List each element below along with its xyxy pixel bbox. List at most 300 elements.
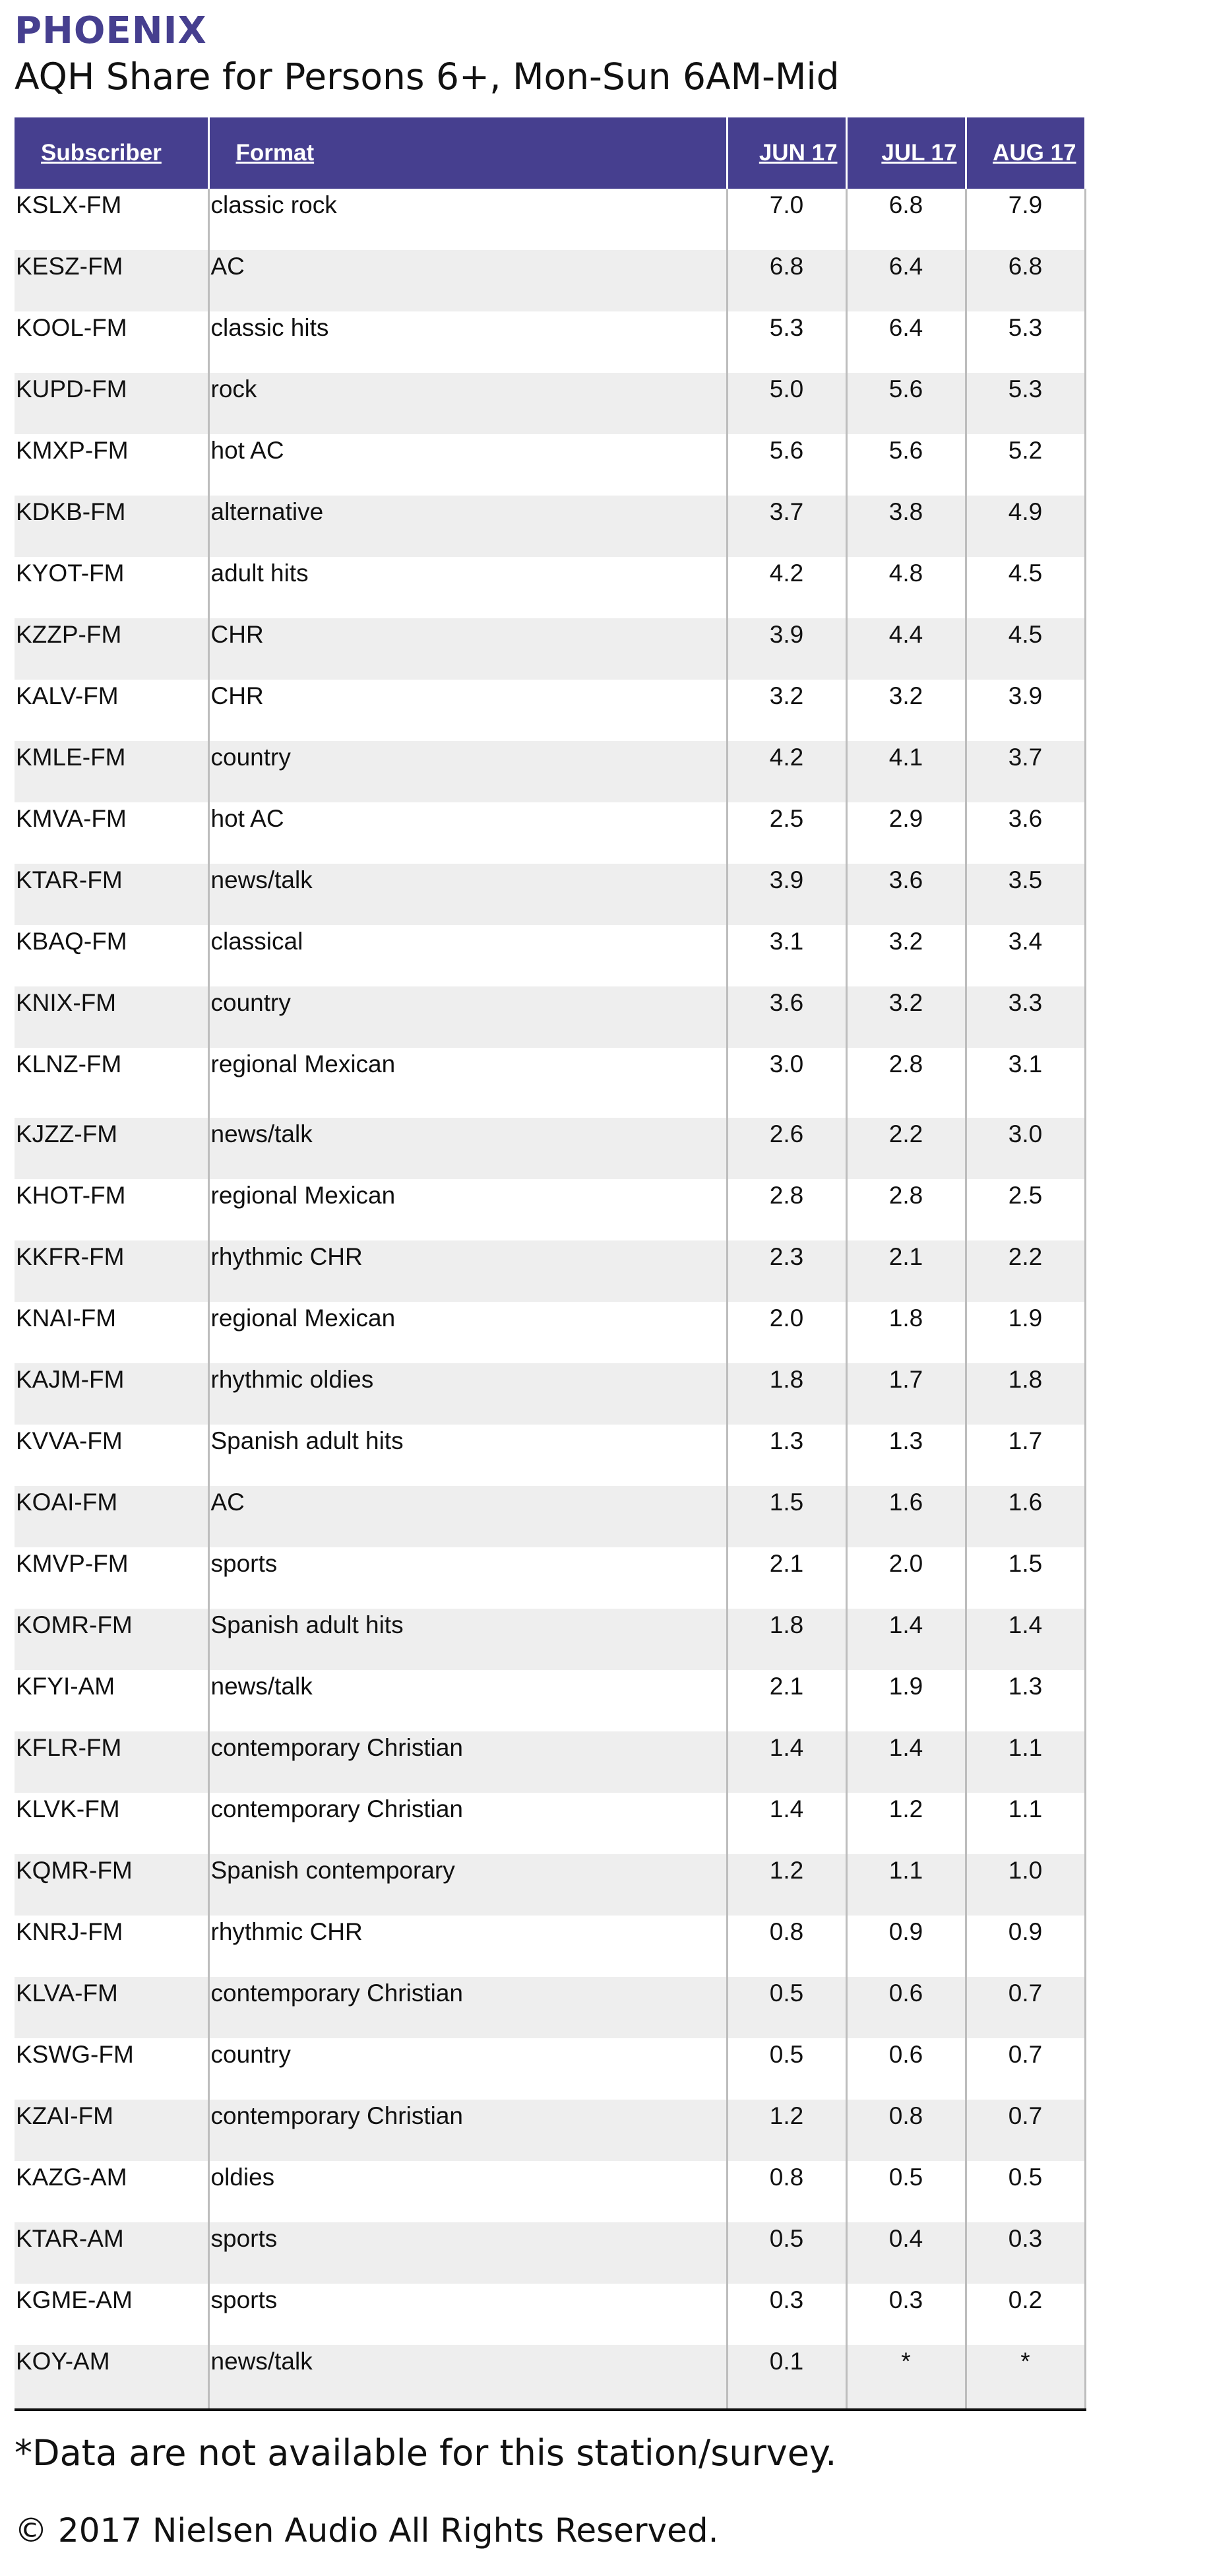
jul-17-cell-text: 3.2 xyxy=(888,989,923,1016)
jul-17-cell-text: 1.7 xyxy=(888,1366,923,1393)
subscriber-cell xyxy=(15,311,208,373)
jun-17-cell xyxy=(727,1302,846,1363)
jul-17-cell xyxy=(846,986,966,1048)
format-cell-text: rhythmic oldies xyxy=(210,1366,374,1393)
subscriber-cell-text: KQMR-FM xyxy=(16,1857,133,1884)
jul-17-cell xyxy=(846,1302,966,1363)
subscriber-cell xyxy=(15,2038,208,2100)
subscriber-cell xyxy=(15,1977,208,2038)
jul-17-cell-text: 5.6 xyxy=(888,375,923,402)
table-row xyxy=(15,2161,1085,2222)
subscriber-cell xyxy=(15,618,208,680)
jul-17-cell xyxy=(846,1240,966,1302)
aug-17-cell xyxy=(966,2100,1085,2161)
column-header-aug-17[interactable]: AUG 17 xyxy=(966,117,1085,189)
jun-17-cell xyxy=(727,925,846,986)
format-cell xyxy=(208,1179,727,1240)
subscriber-cell-text: KUPD-FM xyxy=(16,375,127,402)
jul-17-cell xyxy=(846,1731,966,1793)
format-cell xyxy=(208,1048,727,1118)
subscriber-cell-text: KGME-AM xyxy=(16,2286,133,2313)
aug-17-cell-text: 0.3 xyxy=(1008,2225,1043,2252)
jun-17-cell-text: 4.2 xyxy=(769,744,804,771)
format-cell xyxy=(208,1670,727,1731)
jul-17-cell-text: 6.4 xyxy=(888,253,923,280)
subscriber-cell xyxy=(15,496,208,557)
table-row xyxy=(15,802,1085,864)
format-cell xyxy=(208,2161,727,2222)
jun-17-cell xyxy=(727,1670,846,1731)
format-cell-text: classic hits xyxy=(210,314,329,341)
jul-17-cell xyxy=(846,1670,966,1731)
format-cell-text: classical xyxy=(210,928,303,955)
subscriber-cell-text: KSLX-FM xyxy=(16,191,122,218)
aug-17-cell-text: 0.7 xyxy=(1008,1980,1043,2007)
jul-17-cell-text: 6.4 xyxy=(888,314,923,341)
table-row xyxy=(15,311,1085,373)
aug-17-cell xyxy=(966,2161,1085,2222)
format-cell-text: Spanish adult hits xyxy=(210,1611,404,1638)
jul-17-cell-text: 3.2 xyxy=(888,682,923,709)
format-cell-text: sports xyxy=(210,2225,278,2252)
format-cell xyxy=(208,2222,727,2284)
aug-17-cell-text: 1.8 xyxy=(1008,1366,1043,1393)
subscriber-cell-text: KMVP-FM xyxy=(16,1550,129,1577)
aug-17-cell-text: 0.5 xyxy=(1008,2164,1043,2191)
aug-17-cell-text: 5.2 xyxy=(1008,437,1043,464)
jul-17-cell xyxy=(846,434,966,496)
jun-17-cell-text: 0.5 xyxy=(769,2041,804,2068)
format-cell-text: classic rock xyxy=(210,191,337,218)
format-cell xyxy=(208,1240,727,1302)
jul-17-cell xyxy=(846,680,966,741)
format-cell xyxy=(208,373,727,434)
jun-17-cell xyxy=(727,741,846,802)
aug-17-cell-text: 3.6 xyxy=(1008,805,1043,832)
subscriber-cell-text: KZAI-FM xyxy=(16,2102,113,2129)
format-cell-text: news/talk xyxy=(210,1120,313,1147)
jul-17-cell-text: 0.9 xyxy=(888,1918,923,1945)
jun-17-cell xyxy=(727,1793,846,1854)
aug-17-cell-text: 1.0 xyxy=(1008,1857,1043,1884)
subscriber-cell xyxy=(15,1302,208,1363)
jun-17-cell-text: 0.8 xyxy=(769,2164,804,2191)
table-row xyxy=(15,1670,1085,1731)
table-row xyxy=(15,1793,1085,1854)
subscriber-cell xyxy=(15,1118,208,1179)
subscriber-cell-text: KTAR-AM xyxy=(16,2225,124,2252)
format-cell-text: rhythmic CHR xyxy=(210,1243,363,1270)
subscriber-cell xyxy=(15,1363,208,1425)
subscriber-cell xyxy=(15,1486,208,1547)
table-row xyxy=(15,1425,1085,1486)
aug-17-cell xyxy=(966,373,1085,434)
format-cell xyxy=(208,2345,727,2410)
subscriber-cell-text: KALV-FM xyxy=(16,682,119,709)
aug-17-cell xyxy=(966,741,1085,802)
jul-17-cell xyxy=(846,2284,966,2345)
jul-17-cell xyxy=(846,250,966,311)
subscriber-cell xyxy=(15,250,208,311)
table-row xyxy=(15,925,1085,986)
format-cell-text: Spanish contemporary xyxy=(210,1857,455,1884)
jul-17-cell-text: 6.8 xyxy=(888,191,923,218)
table-row xyxy=(15,2345,1085,2410)
format-cell xyxy=(208,1302,727,1363)
jul-17-cell-text: 2.0 xyxy=(888,1550,923,1577)
subscriber-cell-text: KLVK-FM xyxy=(16,1795,120,1822)
jun-17-cell xyxy=(727,1486,846,1547)
table-row xyxy=(15,1048,1085,1118)
subscriber-cell-text: KOY-AM xyxy=(16,2348,110,2375)
jul-17-cell-text: 3.8 xyxy=(888,498,923,525)
jul-17-cell-text: 2.1 xyxy=(888,1243,923,1270)
jul-17-cell xyxy=(846,802,966,864)
aug-17-cell xyxy=(966,2345,1085,2410)
table-row xyxy=(15,557,1085,618)
subscriber-cell xyxy=(15,680,208,741)
jul-17-cell xyxy=(846,2161,966,2222)
aug-17-cell xyxy=(966,2222,1085,2284)
format-cell-text: Spanish adult hits xyxy=(210,1427,404,1454)
jun-17-cell-text: 2.0 xyxy=(769,1304,804,1332)
jul-17-cell-text: 1.4 xyxy=(888,1611,923,1638)
table-row xyxy=(15,864,1085,925)
aug-17-cell-text: 4.5 xyxy=(1008,621,1043,648)
subscriber-cell-text: KLVA-FM xyxy=(16,1980,118,2007)
subscriber-cell-text: KDKB-FM xyxy=(16,498,126,525)
report-subtitle: AQH Share for Persons 6+, Mon-Sun 6AM-Mid xyxy=(15,55,840,98)
table-row xyxy=(15,2038,1085,2100)
format-cell xyxy=(208,680,727,741)
jul-17-cell xyxy=(846,1609,966,1670)
subscriber-cell-text: KOOL-FM xyxy=(16,314,127,341)
jun-17-cell xyxy=(727,1916,846,1977)
aug-17-cell-text: 3.1 xyxy=(1008,1050,1043,1078)
jun-17-cell xyxy=(727,1240,846,1302)
jun-17-cell xyxy=(727,1425,846,1486)
jun-17-cell-text: 0.3 xyxy=(769,2286,804,2313)
jun-17-cell-text: 2.1 xyxy=(769,1550,804,1577)
jul-17-cell-text: * xyxy=(901,2348,911,2375)
table-row xyxy=(15,434,1085,496)
jun-17-cell-text: 0.8 xyxy=(769,1918,804,1945)
subscriber-cell xyxy=(15,189,208,250)
table-row xyxy=(15,1731,1085,1793)
table-row xyxy=(15,1854,1085,1916)
subscriber-cell xyxy=(15,373,208,434)
format-cell-text: sports xyxy=(210,1550,278,1577)
aug-17-cell-text: 5.3 xyxy=(1008,375,1043,402)
table-row xyxy=(15,986,1085,1048)
table-row xyxy=(15,2100,1085,2161)
aug-17-cell-text: 1.6 xyxy=(1008,1489,1043,1516)
aug-17-cell xyxy=(966,1670,1085,1731)
format-cell-text: contemporary Christian xyxy=(210,1734,463,1761)
aug-17-cell xyxy=(966,1486,1085,1547)
format-cell-text: regional Mexican xyxy=(210,1304,396,1332)
format-cell-text: country xyxy=(210,989,291,1016)
subscriber-cell-text: KNRJ-FM xyxy=(16,1918,123,1945)
table-row xyxy=(15,1302,1085,1363)
format-cell xyxy=(208,2038,727,2100)
jul-17-cell-text: 2.8 xyxy=(888,1182,923,1209)
format-cell xyxy=(208,1609,727,1670)
subscriber-cell xyxy=(15,2345,208,2410)
jun-17-cell-text: 2.8 xyxy=(769,1182,804,1209)
jul-17-cell xyxy=(846,189,966,250)
aug-17-cell xyxy=(966,1609,1085,1670)
jun-17-cell xyxy=(727,311,846,373)
aug-17-cell-text: 0.7 xyxy=(1008,2102,1043,2129)
subscriber-cell-text: KESZ-FM xyxy=(16,253,123,280)
aug-17-cell xyxy=(966,1793,1085,1854)
jun-17-cell-text: 1.8 xyxy=(769,1611,804,1638)
subscriber-cell xyxy=(15,1916,208,1977)
table-row xyxy=(15,741,1085,802)
aug-17-cell-text: 1.1 xyxy=(1008,1795,1043,1822)
subscriber-cell-text: KFYI-AM xyxy=(16,1673,115,1700)
format-cell xyxy=(208,434,727,496)
jun-17-cell-text: 2.6 xyxy=(769,1120,804,1147)
format-cell-text: news/talk xyxy=(210,866,313,893)
format-cell xyxy=(208,741,727,802)
jul-17-cell-text: 2.8 xyxy=(888,1050,923,1078)
subscriber-cell-text: KNAI-FM xyxy=(16,1304,117,1332)
format-cell xyxy=(208,2100,727,2161)
aug-17-cell-text: 3.0 xyxy=(1008,1120,1043,1147)
table-row xyxy=(15,618,1085,680)
table-row xyxy=(15,1363,1085,1425)
subscriber-cell-text: KLNZ-FM xyxy=(16,1050,122,1078)
format-cell xyxy=(208,986,727,1048)
aug-17-cell-text: 3.9 xyxy=(1008,682,1043,709)
format-cell-text: alternative xyxy=(210,498,324,525)
subscriber-cell xyxy=(15,1731,208,1793)
column-header-jun-17[interactable]: JUN 17 xyxy=(727,117,846,189)
aug-17-cell-text: 1.3 xyxy=(1008,1673,1043,1700)
column-header-jul-17[interactable]: JUL 17 xyxy=(846,117,966,189)
jun-17-cell-text: 3.6 xyxy=(769,989,804,1016)
format-cell xyxy=(208,189,727,250)
column-header-format[interactable]: Format xyxy=(208,117,727,189)
aug-17-cell-text: 2.2 xyxy=(1008,1243,1043,1270)
format-cell xyxy=(208,802,727,864)
table-row xyxy=(15,189,1085,250)
jul-17-cell-text: 1.3 xyxy=(888,1427,923,1454)
subscriber-cell xyxy=(15,557,208,618)
jun-17-cell xyxy=(727,1363,846,1425)
format-cell xyxy=(208,925,727,986)
aug-17-cell-text: 3.7 xyxy=(1008,744,1043,771)
subscriber-cell xyxy=(15,1179,208,1240)
subscriber-cell-text: KYOT-FM xyxy=(16,560,125,587)
jun-17-cell xyxy=(727,864,846,925)
jul-17-cell-text: 1.2 xyxy=(888,1795,923,1822)
jul-17-cell xyxy=(846,1486,966,1547)
jun-17-cell xyxy=(727,2038,846,2100)
format-cell xyxy=(208,1486,727,1547)
aug-17-cell-text: 1.7 xyxy=(1008,1427,1043,1454)
jun-17-cell-text: 2.1 xyxy=(769,1673,804,1700)
jun-17-cell xyxy=(727,1609,846,1670)
aug-17-cell-text: 0.2 xyxy=(1008,2286,1043,2313)
aug-17-cell xyxy=(966,1240,1085,1302)
subscriber-cell xyxy=(15,1609,208,1670)
jun-17-cell xyxy=(727,557,846,618)
jun-17-cell-text: 0.1 xyxy=(769,2348,804,2375)
jul-17-cell xyxy=(846,496,966,557)
aug-17-cell-text: 1.9 xyxy=(1008,1304,1043,1332)
jul-17-cell xyxy=(846,2100,966,2161)
aug-17-cell xyxy=(966,1916,1085,1977)
jun-17-cell xyxy=(727,434,846,496)
aug-17-cell xyxy=(966,1547,1085,1609)
subscriber-cell-text: KMXP-FM xyxy=(16,437,129,464)
jul-17-cell xyxy=(846,1854,966,1916)
format-cell xyxy=(208,496,727,557)
format-cell-text: contemporary Christian xyxy=(210,1980,463,2007)
jul-17-cell xyxy=(846,1118,966,1179)
aug-17-cell-text: 3.4 xyxy=(1008,928,1043,955)
jul-17-cell-text: 1.6 xyxy=(888,1489,923,1516)
format-cell xyxy=(208,1118,727,1179)
aug-17-cell-text: 1.4 xyxy=(1008,1611,1043,1638)
jul-17-cell xyxy=(846,864,966,925)
aug-17-cell-text: 0.9 xyxy=(1008,1918,1043,1945)
table-row xyxy=(15,1977,1085,2038)
jun-17-cell-text: 1.8 xyxy=(769,1366,804,1393)
market-title: PHOENIX xyxy=(15,9,207,52)
table-row xyxy=(15,373,1085,434)
table-header-row xyxy=(15,117,1085,189)
aug-17-cell xyxy=(966,2284,1085,2345)
aug-17-cell xyxy=(966,1179,1085,1240)
jul-17-cell-text: 4.8 xyxy=(888,560,923,587)
format-cell xyxy=(208,1731,727,1793)
format-cell xyxy=(208,1547,727,1609)
format-cell-text: adult hits xyxy=(210,560,309,587)
format-cell-text: AC xyxy=(210,253,245,280)
jul-17-cell-text: 0.6 xyxy=(888,1980,923,2007)
aug-17-cell xyxy=(966,311,1085,373)
subscriber-cell-text: KFLR-FM xyxy=(16,1734,122,1761)
aug-17-cell xyxy=(966,557,1085,618)
format-cell-text: contemporary Christian xyxy=(210,2102,463,2129)
format-cell xyxy=(208,864,727,925)
subscriber-cell xyxy=(15,1670,208,1731)
aug-17-cell-text: 1.1 xyxy=(1008,1734,1043,1761)
jun-17-cell-text: 0.5 xyxy=(769,1980,804,2007)
aug-17-cell-text: 2.5 xyxy=(1008,1182,1043,1209)
column-header-subscriber[interactable]: Subscriber xyxy=(15,117,208,189)
jun-17-cell xyxy=(727,802,846,864)
subscriber-cell xyxy=(15,2100,208,2161)
aug-17-cell xyxy=(966,434,1085,496)
aug-17-cell-text: 7.9 xyxy=(1008,191,1043,218)
format-cell-text: country xyxy=(210,744,291,771)
jun-17-cell xyxy=(727,2161,846,2222)
format-cell xyxy=(208,618,727,680)
jun-17-cell xyxy=(727,1118,846,1179)
subscriber-cell xyxy=(15,2222,208,2284)
format-cell xyxy=(208,1425,727,1486)
aug-17-cell xyxy=(966,986,1085,1048)
aug-17-cell-text: 3.3 xyxy=(1008,989,1043,1016)
format-cell-text: news/talk xyxy=(210,2348,313,2375)
aug-17-cell xyxy=(966,1118,1085,1179)
subscriber-cell-text: KTAR-FM xyxy=(16,866,123,893)
subscriber-cell xyxy=(15,741,208,802)
format-cell-text: rhythmic CHR xyxy=(210,1918,363,1945)
subscriber-cell-text: KMVA-FM xyxy=(16,805,127,832)
aug-17-cell xyxy=(966,1854,1085,1916)
jul-17-cell-text: 4.4 xyxy=(888,621,923,648)
aug-17-cell xyxy=(966,189,1085,250)
format-cell xyxy=(208,1854,727,1916)
format-cell xyxy=(208,1916,727,1977)
jun-17-cell-text: 3.7 xyxy=(769,498,804,525)
aug-17-cell xyxy=(966,1731,1085,1793)
jul-17-cell xyxy=(846,925,966,986)
jul-17-cell-text: 0.6 xyxy=(888,2041,923,2068)
subscriber-cell xyxy=(15,986,208,1048)
subscriber-cell xyxy=(15,1854,208,1916)
subscriber-cell xyxy=(15,1425,208,1486)
jul-17-cell-text: 2.9 xyxy=(888,805,923,832)
copyright-notice: © 2017 Nielsen Audio All Rights Reserved. xyxy=(15,2511,719,2550)
jul-17-cell xyxy=(846,373,966,434)
aug-17-cell-text: 4.9 xyxy=(1008,498,1043,525)
jun-17-cell xyxy=(727,2345,846,2410)
jul-17-cell xyxy=(846,311,966,373)
aug-17-cell xyxy=(966,925,1085,986)
aug-17-cell-text: 3.5 xyxy=(1008,866,1043,893)
subscriber-cell-text: KOAI-FM xyxy=(16,1489,118,1516)
jul-17-cell-text: 3.6 xyxy=(888,866,923,893)
table-row xyxy=(15,1486,1085,1547)
format-cell-text: hot AC xyxy=(210,437,284,464)
format-cell-text: CHR xyxy=(210,682,264,709)
table-row xyxy=(15,680,1085,741)
aug-17-cell xyxy=(966,864,1085,925)
jun-17-cell xyxy=(727,1731,846,1793)
jul-17-cell xyxy=(846,1977,966,2038)
aug-17-cell-text: 4.5 xyxy=(1008,560,1043,587)
jun-17-cell xyxy=(727,1048,846,1118)
aug-17-cell-text: 0.7 xyxy=(1008,2041,1043,2068)
jul-17-cell xyxy=(846,2345,966,2410)
jul-17-cell-text: 5.6 xyxy=(888,437,923,464)
aug-17-cell xyxy=(966,1363,1085,1425)
ratings-table xyxy=(15,117,1086,2411)
format-cell-text: rock xyxy=(210,375,257,402)
format-cell-text: sports xyxy=(210,2286,278,2313)
format-cell-text: oldies xyxy=(210,2164,275,2191)
format-cell-text: AC xyxy=(210,1489,245,1516)
subscriber-cell-text: KSWG-FM xyxy=(16,2041,134,2068)
subscriber-cell-text: KOMR-FM xyxy=(16,1611,133,1638)
jul-17-cell-text: 0.3 xyxy=(888,2286,923,2313)
data-availability-note: *Data are not available for this station/survey. xyxy=(15,2432,837,2474)
format-cell xyxy=(208,311,727,373)
jun-17-cell xyxy=(727,2100,846,2161)
table-body xyxy=(15,189,1085,2410)
jul-17-cell xyxy=(846,618,966,680)
jun-17-cell-text: 0.5 xyxy=(769,2225,804,2252)
subscriber-cell-text: KAJM-FM xyxy=(16,1366,125,1393)
jul-17-cell-text: 1.4 xyxy=(888,1734,923,1761)
